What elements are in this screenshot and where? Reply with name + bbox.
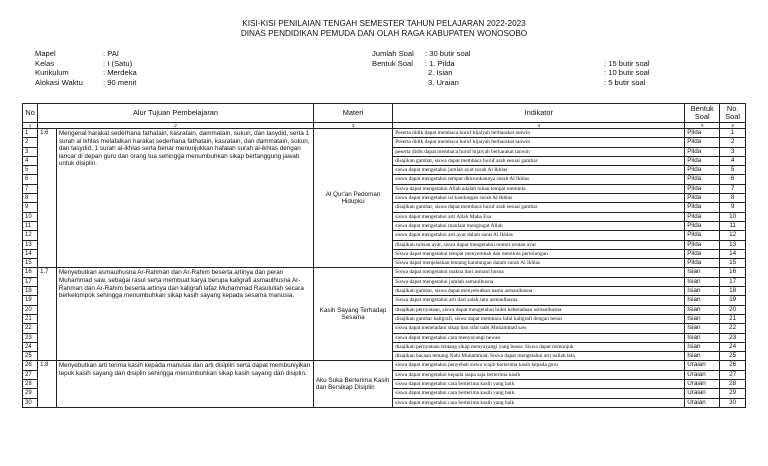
no-soal-cell: 8 [720,194,746,203]
indikator-cell: disajikan gambar kaligrafi, siswa dapat membaca lafal kaligrafi dengan benar [393,314,685,323]
indikator-cell: siswa dapat mengetahui cara berterima kasih yang baik [393,380,685,389]
bentuk-soal-cell: Pilda [685,203,720,212]
row-number: 15 [23,259,38,268]
row-number: 21 [23,314,38,323]
no-soal-cell: 24 [720,342,746,351]
no-soal-cell: 4 [720,156,746,165]
count-uraian [604,78,650,88]
bentuk-soal-cell: Isian [685,333,720,342]
bentuk-soal-cell: Pilda [685,240,720,249]
bentuk-soal-cell: Isian [685,352,720,361]
bentuk-soal-cell: Isian [685,314,720,323]
no-soal-cell: 30 [720,398,746,407]
no-soal-cell: 3 [720,147,746,156]
bentuk-soal-cell: Uraian [685,370,720,379]
indikator-cell: Siswa dapat mengetahui Allah adalah tuhan tempat meminta [393,184,685,193]
no-soal-cell: 7 [720,184,746,193]
info-value: : PAI [103,49,119,58]
bentuk-soal-cell: Pilda [685,184,720,193]
bentuk-soal-cell: Pilda [685,175,720,184]
no-soal-cell: 15 [720,259,746,268]
index-cell: 6 [720,123,746,129]
count-uraian-value: : 5 butir soal [604,77,646,87]
no-soal-cell: 27 [720,370,746,379]
indikator-cell: siswa dapat meneladani sikap dan sifat nabi Muhammad saw [393,324,685,333]
tujuan-pembelajaran: Menyebutkan asmaulhusna Ar-Rahman dan Ar-Rahim beserta artinya dan peran Muhammad saw. sebagai rasul serta membuat karya berupa kaligrafi asmaulhusna Ar-Rahman dan Ar-Rahim beserta artinya dan kaligrafi lafaz Muhammad Rasulullah secara berkelompok sehingga menumbuhkan sikap kasih sayang kepada sesama manusia. [56,268,313,361]
row-number: 24 [23,342,38,351]
info-left-block [35,49,137,87]
bentuk-item: : 1. Pilda [425,58,455,68]
kisi-table [22,103,746,408]
row-number: 7 [23,184,38,193]
row-number: 30 [23,398,38,407]
index-cell: 5 [685,123,720,129]
table-row [23,129,746,138]
index-cell: 2 [38,123,314,129]
no-soal-cell: 17 [720,277,746,286]
bentuk-soal-cell: Isian [685,287,720,296]
indikator-cell: siswa dapat mengetahui kepada siapa saja berterima kasih [393,370,685,379]
bentuk-soal-cell: Pilda [685,156,720,165]
header-no-soal: No. Soal [720,104,746,123]
row-number: 26 [23,361,38,370]
tujuan-pembelajaran: Mengenal harakat sederhana fathatain, kasratain, dammatain, sukun, dan tasydid, serta 1 surah al ikhlas melafalkan harakat sederhana fathatain, kasratain, dan dammatain, sukun, dan tasydid, 1 surah al-ikhlas serta benar menunjukkan hafalan surah al-ikhlas dengan lancar di depan guru dan orang tua sehingga menumbuhkan sikap bertanggung jawab untuk disiplin. [56,129,313,268]
indikator-cell: disajikan pernyataan tentang sikap menyayangi yang benar. Siswa dapat menunjuk [393,342,685,351]
indikator-cell: disajikan gambar, siswa dapat membaca huruf arab sesuai gambar [393,203,685,212]
bentuk-item: 2. Isian [428,68,453,78]
bentuk-soal-cell: Uraian [685,380,720,389]
info-label: Kelas [35,58,54,68]
info-label: Bentuk Soal [372,58,413,68]
header-materi: Materi [313,104,392,123]
header-indikator: Indikator [393,104,685,123]
info-row-mapel [35,49,137,59]
header-bentuk-soal: Bentuk Soal [685,104,720,123]
row-number: 13 [23,240,38,249]
info-row-bentuk [372,59,471,69]
indikator-cell: siswa dapat mengetahui cara berterima kasih yang baik [393,398,685,407]
bentuk-soal-cell: Pilda [685,129,720,138]
row-number: 18 [23,287,38,296]
row-number: 14 [23,249,38,258]
no-soal-cell: 28 [720,380,746,389]
info-label: Alokasi Waktu [35,77,83,87]
indikator-cell: Peserta didik dapat membaca huruf hijaiyah berharakat tanwin [393,129,685,138]
bentuk-soal-cell: Pilda [685,194,720,203]
row-number: 27 [23,370,38,379]
indikator-cell: Peserta didik dapat membaca huruf hijaiyah berharakat tanwin [393,138,685,147]
info-right-block [372,49,471,87]
bentuk-soal-cell: Uraian [685,398,720,407]
no-soal-cell: 9 [720,203,746,212]
materi-cell: Al Qur'an Pedoman Hidupku [313,129,392,268]
indikator-cell: Siswa dapat mengetahui tempat menyembah dan meminta pertolongan [393,249,685,258]
no-soal-cell: 12 [720,231,746,240]
count-pilda: : 15 butir soal [604,58,650,68]
info-counts-block [604,59,650,88]
bentuk-soal-cell: Isian [685,342,720,351]
no-soal-cell: 5 [720,166,746,175]
bentuk-soal-cell: Pilda [685,221,720,230]
row-number: 22 [23,324,38,333]
info-row-jumlah [372,49,471,59]
no-soal-cell: 25 [720,352,746,361]
no-soal-cell: 14 [720,249,746,258]
bentuk-soal-cell: Pilda [685,166,720,175]
tujuan-pembelajaran: Menyebutkan arti terima kasih kepada manusia dan arti disiplin serta dapat membuniyikan tepuk kasih sayang dan disiplin sehingga menumbuhkan sikap kasih sayang dan disiplin. [56,361,313,407]
indikator-cell: siswa dapat mengetahui tempat diturunkannya surah Al Ikhlas [393,175,685,184]
row-number: 23 [23,333,38,342]
bentuk-soal-cell: Pilda [685,138,720,147]
bentuk-item: 3. Uraian [428,77,459,87]
bentuk-soal-cell: Uraian [685,389,720,398]
row-number: 3 [23,147,38,156]
no-soal-cell: 21 [720,314,746,323]
indikator-cell: Siswa dapat mengetahui makna dari asmaul husna [393,268,685,277]
indikator-cell: siswa dapat mengetahui cara berterima kasih yang baik [393,389,685,398]
materi-cell: Kasih Sayang Terhadap Sesama [313,268,392,361]
index-cell: 3 [313,123,392,129]
indikator-cell: Siswa dapat mengetahui arti dari salah satu asmaulhusna [393,296,685,305]
no-soal-cell: 29 [720,389,746,398]
no-soal-cell: 2 [720,138,746,147]
indikator-cell: siswa dapat mengetahui arti Allah Maha Esa [393,212,685,221]
materi-cell: Aku Suka Berterima Kasih dan Bersikap Disiplin [313,361,392,407]
info-row-alokasi [35,78,137,88]
indikator-cell: peserta didik dapat membaca huruf hijaiyah berharakat tanwin [393,147,685,156]
info-value: : 30 butir soal [425,49,471,58]
bentuk-soal-cell: Pilda [685,249,720,258]
row-number: 20 [23,305,38,314]
info-row-kurikulum [35,68,137,78]
no-soal-cell: 22 [720,324,746,333]
indikator-cell: Siswa dapat menjelaskan tentang kandungan dalam surah Al Ikhlas [393,259,685,268]
no-soal-cell: 1 [720,129,746,138]
info-row-kelas [35,59,137,69]
info-value: : I (Satu) [103,58,133,68]
row-number: 28 [23,380,38,389]
header-no: No [23,104,38,123]
info-value: : Merdeka [103,68,137,78]
row-number: 9 [23,203,38,212]
row-number: 2 [23,138,38,147]
row-number: 5 [23,166,38,175]
row-number: 4 [23,156,38,165]
no-soal-cell: 23 [720,333,746,342]
row-number: 19 [23,296,38,305]
tp-code: 1.8 [38,361,57,407]
row-number: 25 [23,352,38,361]
no-soal-cell: 20 [720,305,746,314]
info-label: Kurikulum [35,68,69,78]
bentuk-soal-cell: Isian [685,296,720,305]
no-soal-cell: 13 [720,240,746,249]
document-subtitle: DINAS PENDIDIKAN PEMUDA DAN OLAH RAGA KABUPATEN WONOSOBO [240,29,528,38]
info-row-bentuk-3 [372,78,471,88]
no-soal-cell: 11 [720,221,746,230]
row-number: 6 [23,175,38,184]
info-label: Jumlah Soal [372,49,414,58]
no-soal-cell: 10 [720,212,746,221]
bentuk-soal-cell: Pilda [685,212,720,221]
header-tujuan: Alur Tujuan Pembelajaran [38,104,314,123]
no-soal-cell: 16 [720,268,746,277]
row-number: 17 [23,277,38,286]
bentuk-soal-cell: Isian [685,277,720,286]
no-soal-cell: 6 [720,175,746,184]
document-title: KISI-KISI PENILAIAN TENGAH SEMESTER TAHUN PELAJARAN 2022-2023 [242,19,526,28]
indikator-cell: disajikan tulisan ayat, siswa dapat mengetahui nomor urutan ayat [393,240,685,249]
bentuk-soal-cell: Pilda [685,231,720,240]
no-soal-cell: 18 [720,287,746,296]
info-label: Mapel [35,49,56,58]
row-number: 29 [23,389,38,398]
row-number: 16 [23,268,38,277]
bentuk-soal-cell: Uraian [685,361,720,370]
indikator-cell: siswa dapat mengetahui penyebab siswa wajib berterima kasih kepada guru [393,361,685,370]
indikator-cell: siswa dapat mengetahui jumlah ayat surah Al Ikhlas [393,166,685,175]
row-number: 1 [23,129,38,138]
indikator-cell: siswa dapat mengetahui arti ayat dalam surat Al Ikhlas [393,231,685,240]
no-soal-cell: 19 [720,296,746,305]
indikator-cell: disajikan gambar, siswa dapat membaca huruf arab sesuai gambar [393,156,685,165]
bentuk-soal-cell: Pilda [685,147,720,156]
index-cell: 1 [23,123,38,129]
indikator-cell: siswa dapat mengetahui manfaat mengingat Allah [393,221,685,230]
count-isian: : 10 butir soal [604,68,650,78]
indikator-cell: siswa dapat mengetahui isi kandungan surah Al Ikhlas [393,194,685,203]
bentuk-soal-cell: Pilda [685,259,720,268]
bentuk-soal-cell: Isian [685,305,720,314]
info-row-bentuk-2 [372,68,471,78]
tp-code: 1.6 [38,129,57,268]
row-number: 8 [23,194,38,203]
index-cell: 4 [393,123,685,129]
indikator-cell: disajikan gambar, siswa dapat menyebutkan nama asmaulhusna [393,287,685,296]
no-soal-cell: 26 [720,361,746,370]
info-value: : 90 menit [103,77,137,87]
indikator-cell: disajikan bacaan tentang Nabi Muhammad. Siswa dapat mengetahui arti istilah tela [393,352,685,361]
indikator-cell: Siswa dapat mengetahui jumlah asmaulhusna [393,277,685,286]
bentuk-soal-cell: Isian [685,268,720,277]
indikator-cell: disajikan pernyataan, siswa dapat mengetahui bukti keberadaan asmaulhusna [393,305,685,314]
table-row [23,361,746,370]
bentuk-soal-cell: Isian [685,324,720,333]
row-number: 10 [23,212,38,221]
tp-code: 1.7 [38,268,57,361]
row-number: 12 [23,231,38,240]
indikator-cell: siswa dapat mengetahui cara menyayangi hewan [393,333,685,342]
table-row [23,268,746,277]
row-number: 11 [23,221,38,230]
